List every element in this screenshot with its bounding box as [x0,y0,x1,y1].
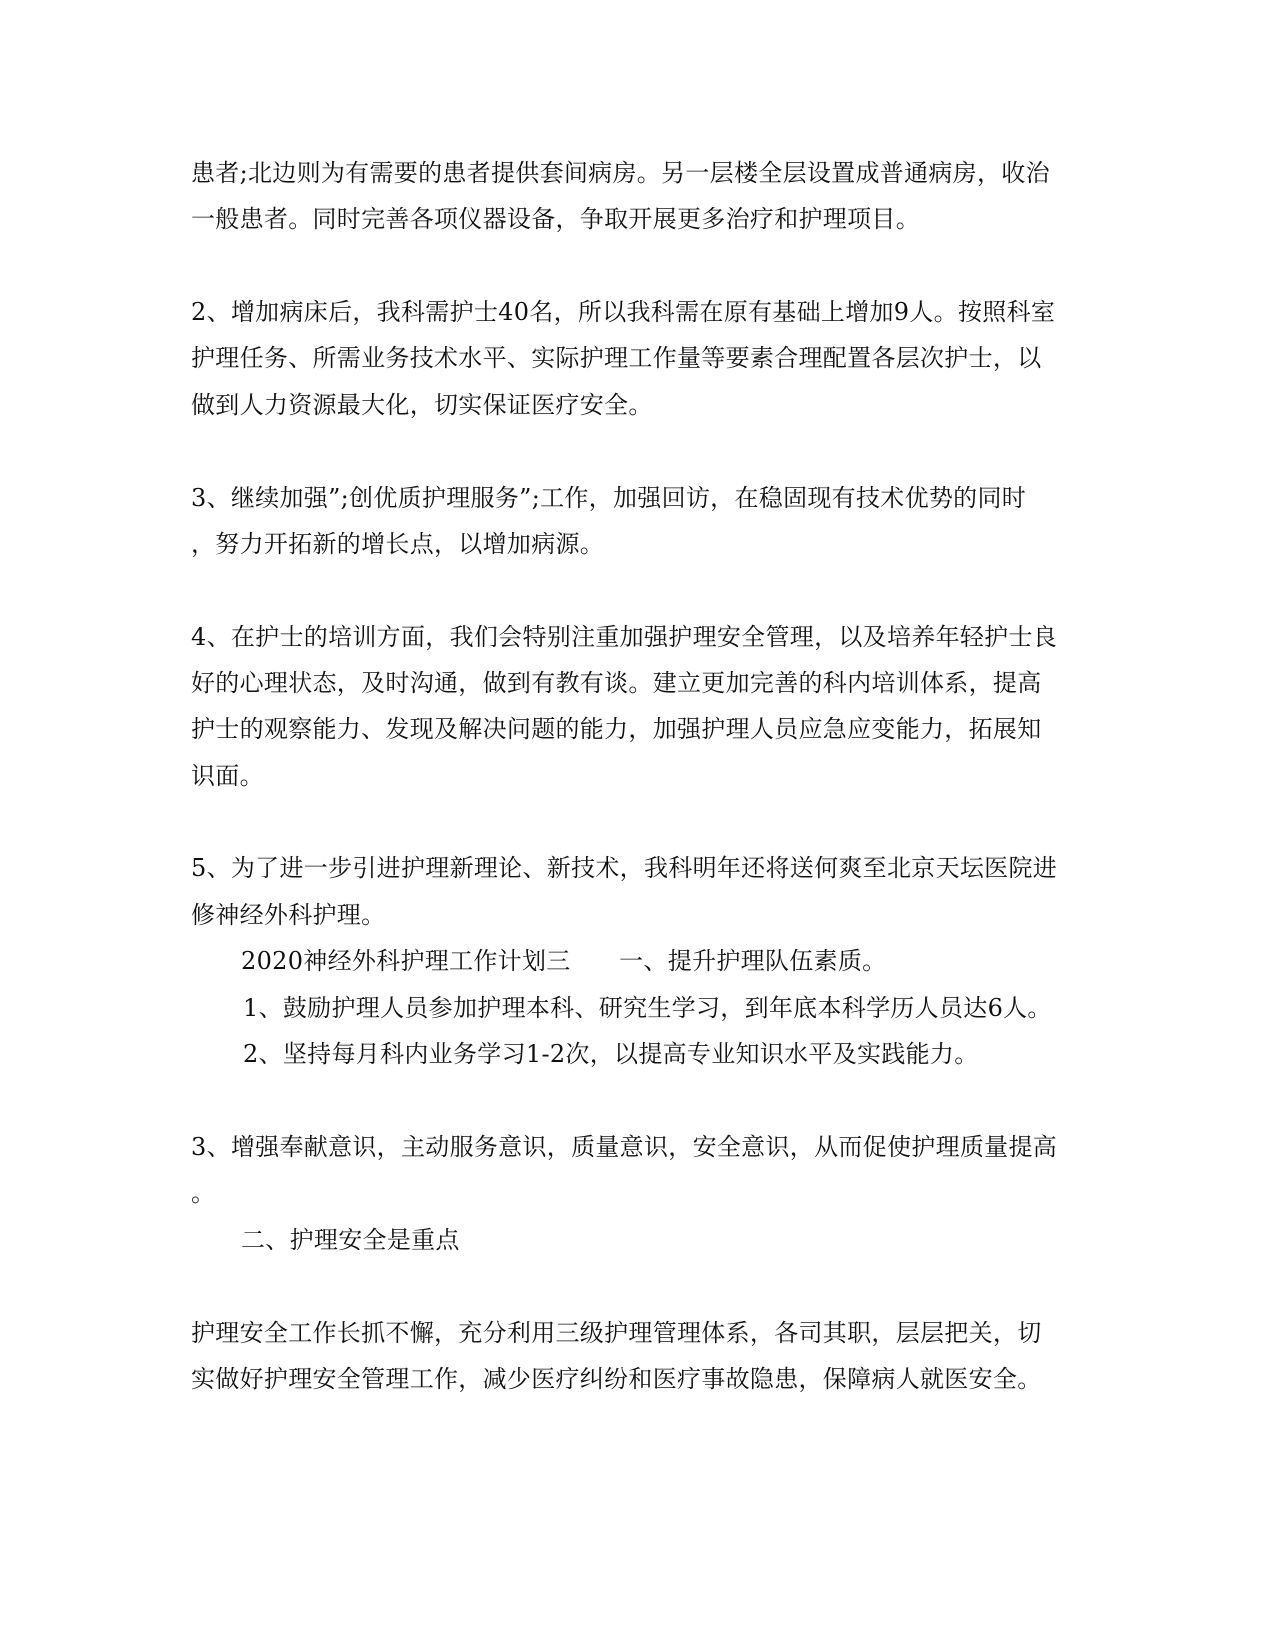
paragraph-line: 护理安全工作长抓不懈，充分利用三级护理管理体系，各司其职，层层把关，切 [191,1319,1042,1347]
paragraph-line: ，努力开拓新的增长点，以增加病源。 [191,530,605,558]
paragraph-line: 一般患者。同时完善各项仪器设备，争取开展更多治疗和护理项目。 [191,205,920,233]
paragraph-line: 护理任务、所需业务技术水平、实际护理工作量等要素合理配置各层次护士，以 [191,344,1042,372]
paragraph-line: 实做好护理安全管理工作，减少医疗纠纷和医疗事故隐患，保障病人就医安全。 [191,1365,1042,1393]
plan-heading: 2020神经外科护理工作计划三 一、提升护理队伍素质。 [241,947,887,975]
list-item: 1、鼓励护理人员参加护理本科、研究生学习，到年底本科学历人员达6人。 [243,994,1052,1022]
paragraph-line: 修神经外科护理。 [191,901,386,929]
paragraph-line: 4、在护士的培训方面，我们会特别注重加强护理安全管理，以及培养年轻护士良 [191,623,1058,651]
list-item: 2、坚持每月科内业务学习1-2次，以提高专业知识水平及实践能力。 [243,1040,979,1068]
paragraph-line: 识面。 [191,762,264,790]
paragraph-line: 患者;北边则为有需要的患者提供套间病房。另一层楼全层设置成普通病房，收治 [191,159,1050,187]
paragraph-line: 5、为了进一步引进护理新理论、新技术，我科明年还将送何爽至北京天坛医院进 [191,854,1058,882]
paragraph-line: 好的心理状态，及时沟通，做到有教有谈。建立更加完善的科内培训体系，提高 [191,669,1042,697]
paragraph-line: 做到人力资源最大化，切实保证医疗安全。 [191,391,653,419]
list-item: 。 [191,1179,216,1207]
paragraph-line: 护士的观察能力、发现及解决问题的能力，加强护理人员应急应变能力，拓展知 [191,715,1042,743]
paragraph-line: 3、继续加强”;创优质护理服务”;工作，加强回访，在稳固现有技术优势的同时 [191,484,1027,512]
paragraph-line: 2、增加病床后，我科需护士40名，所以我科需在原有基础上增加9人。按照科室 [191,298,1056,326]
list-item: 3、增强奉献意识，主动服务意识，质量意识，安全意识，从而促使护理质量提高 [191,1133,1058,1161]
section-heading: 二、护理安全是重点 [241,1226,460,1254]
